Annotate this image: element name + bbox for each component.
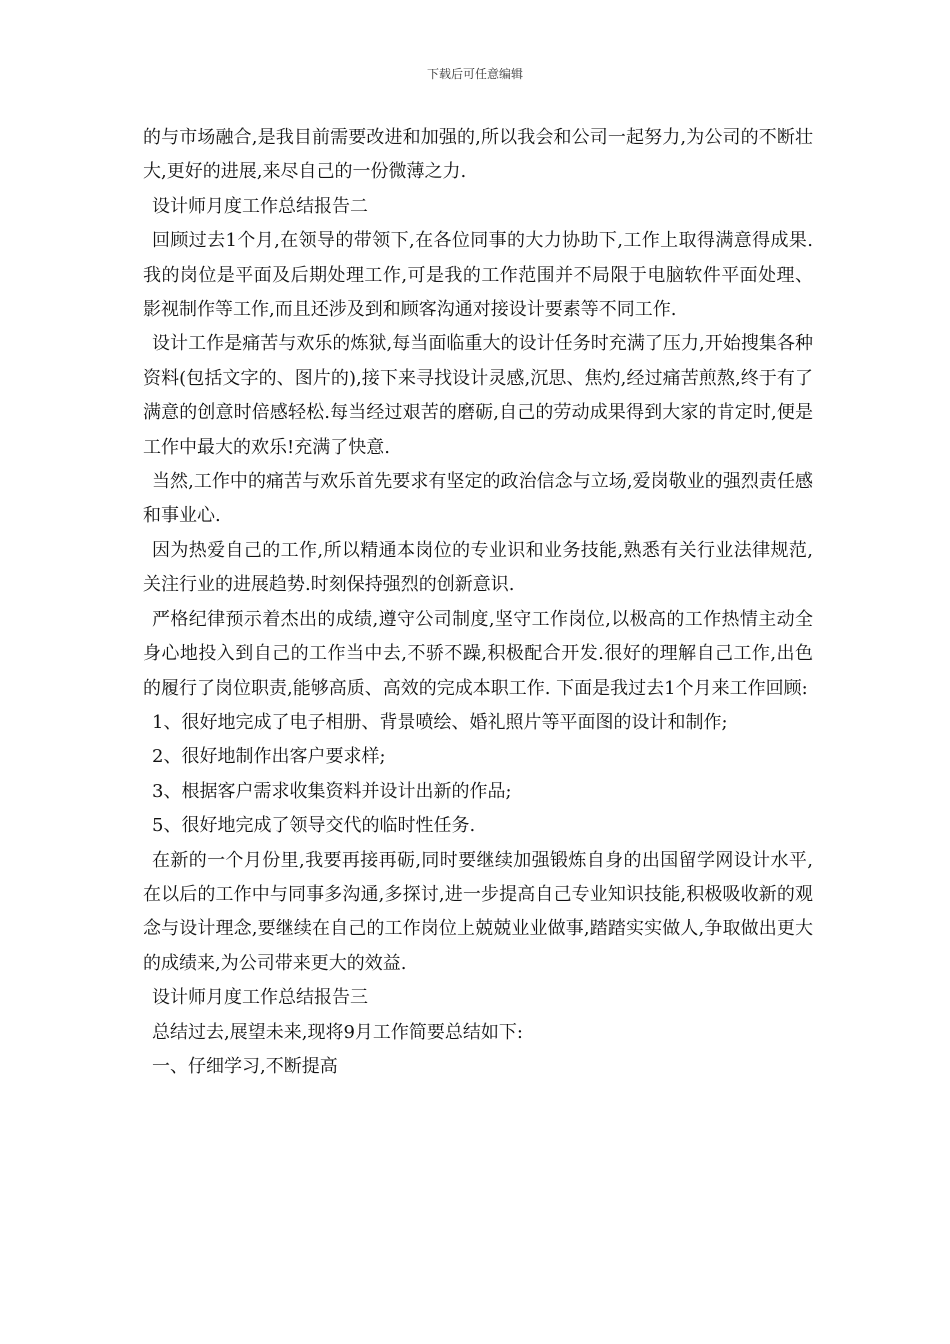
list-item: 5、很好地完成了领导交代的临时性任务. (152, 815, 476, 837)
paragraph: 回顾过去1个月,在领导的带领下,在各位同事的大力协助下,工作上取得满意得成果.我的岗位是平面及后期处理工作,可是我的工作范围并不局限于电脑软件平面处理、影视制作等工作,而且还涉及到和顾客沟通对接设计要素等不同工作. (143, 230, 813, 321)
section-heading: 设计师月度工作总结报告三 (152, 987, 368, 1009)
paragraph: 在新的一个月份里,我要再接再砺,同时要继续加强锻炼自身的出国留学网设计水平,在以后的工作中与同事多沟通,多探讨,进一步提高自己专业知识技能,积极吸收新的观念与设计理念,要继续在自己的工作岗位上兢兢业业做事,踏踏实实做人,争取做出更大的成绩来,为公司带来更大的效益. (143, 849, 813, 974)
paragraph: 因为热爱自己的工作,所以精通本岗位的专业识和业务技能,熟悉有关行业法律规范,关注行业的进展趋势.时刻保持强烈的创新意识. (143, 539, 813, 596)
paragraph: 当然,工作中的痛苦与欢乐首先要求有坚定的政治信念与立场,爱岗敬业的强烈责任感和事业心. (143, 471, 813, 527)
paragraph: 的与市场融合,是我目前需要改进和加强的,所以我会和公司一起努力,为公司的不断壮大,更好的进展,来尽自己的一份微薄之力. (143, 127, 813, 183)
list-item: 1、很好地完成了电子相册、背景喷绘、婚礼照片等平面图的设计和制作; (152, 711, 728, 733)
paragraph: 设计工作是痛苦与欢乐的炼狱,每当面临重大的设计任务时充满了压力,开始搜集各种资料(包括文字的、图片的),接下来寻找设计灵感,沉思、焦灼,经过痛苦煎熬,终于有了满意的创意时倍感轻松.每当经过艰苦的磨砺,自己的劳动成果得到大家的肯定时,便是工作中最大的欢乐!充满了快意. (143, 333, 813, 458)
paragraph: 总结过去,展望未来,现将9月工作简要总结如下: (152, 1021, 523, 1043)
subheading: 一、仔细学习,不断提高 (152, 1055, 338, 1077)
list-item: 2、很好地制作出客户要求样; (152, 746, 386, 768)
paragraph: 严格纪律预示着杰出的成绩,遵守公司制度,坚守工作岗位,以极高的工作热情主动全身心地投入到自己的工作当中去,不骄不躁,积极配合开发.很好的理解自己工作,出色的履行了岗位职责,能够高质、高效的完成本职工作. 下面是我过去1个月来工作回顾: (143, 608, 813, 699)
document-body (143, 121, 813, 1084)
section-heading: 设计师月度工作总结报告二 (152, 195, 368, 217)
list-item: 3、根据客户需求收集资料并设计出新的作品; (152, 780, 512, 802)
page-header: 下载后可任意编辑 (426, 67, 523, 81)
